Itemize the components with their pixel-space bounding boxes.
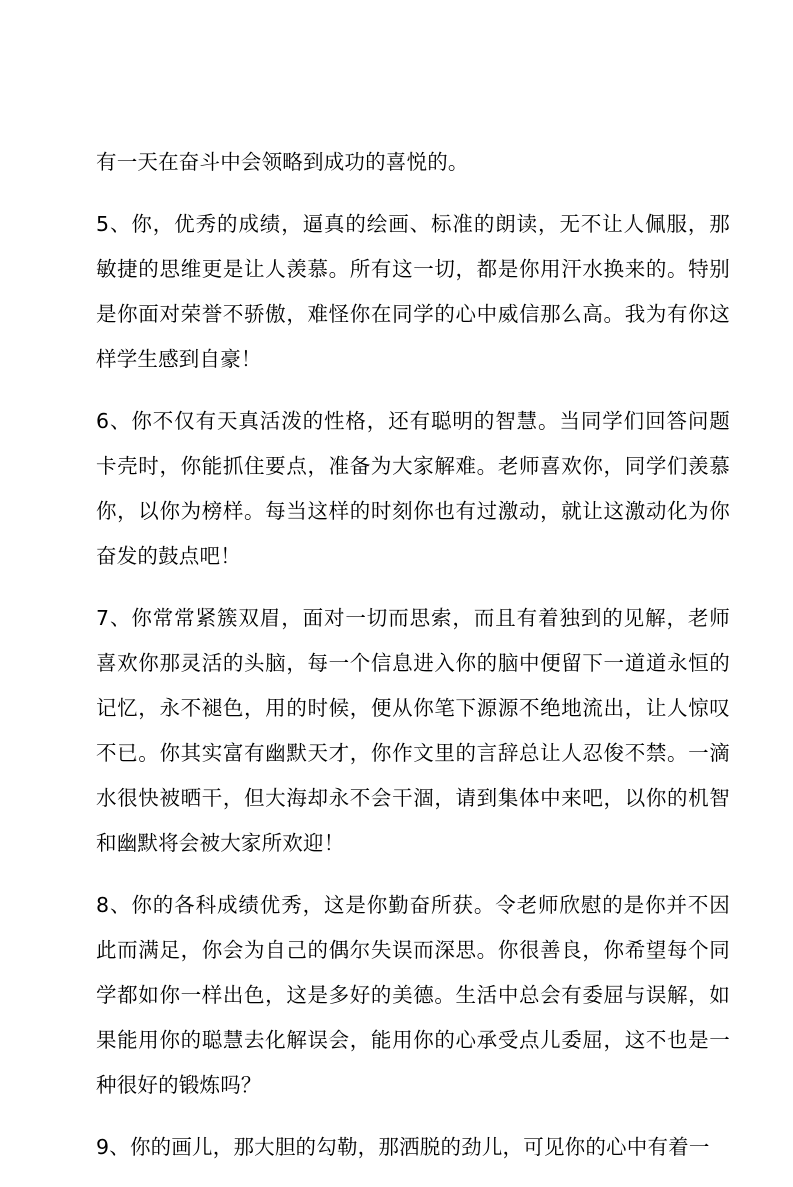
paragraph-continuation: 有一天在奋斗中会领略到成功的喜悦的。: [96, 150, 469, 174]
paragraph-6: 6、你不仅有天真活泼的性格，还有聪明的智慧。当同学们回答问题卡壳时，你能抓住要点，准备为大家解难。老师喜欢你，同学们羡慕你，以你为榜样。每当这样的时刻你也有过激动，就让这激动化为你奋发的鼓点吧！: [96, 409, 730, 568]
paragraph-5: 5、你，优秀的成绩，逼真的绘画、标准的朗读，无不让人佩服，那敏捷的思维更是让人羡慕。所有这一切，都是你用汗水换来的。特别是你面对荣誉不骄傲，难怪你在同学的心中威信那么高。我为有你这样学生感到自豪！: [96, 212, 730, 371]
paragraph-9: 9、你的画儿，那大胆的勾勒，那洒脱的劲儿，可见你的心中有着一: [96, 1135, 710, 1159]
paragraph-7: 7、你常常紧簇双眉，面对一切而思索，而且有着独到的见解，老师喜欢你那灵活的头脑，每一个信息进入你的脑中便留下一道道永恒的记忆，永不褪色，用的时候，便从你笔下源源不绝地流出，让人惊叹不已。你其实富有幽默天才，你作文里的言辞总让人忍俊不禁。一滴水很快被晒干，但大海却永不会干涸，请到集体中来吧，以你的机智和幽默将会被大家所欢迎！: [96, 606, 730, 855]
paragraph-8: 8、你的各科成绩优秀，这是你勤奋所获。令老师欣慰的是你并不因此而满足，你会为自己的偶尔失误而深思。你很善良，你希望每个同学都如你一样出色，这是多好的美德。生活中总会有委屈与误解，如果能用你的聪慧去化解误会，能用你的心承受点儿委屈，这不也是一种很好的锻炼吗？: [96, 893, 730, 1097]
document-body: [96, 140, 730, 1187]
